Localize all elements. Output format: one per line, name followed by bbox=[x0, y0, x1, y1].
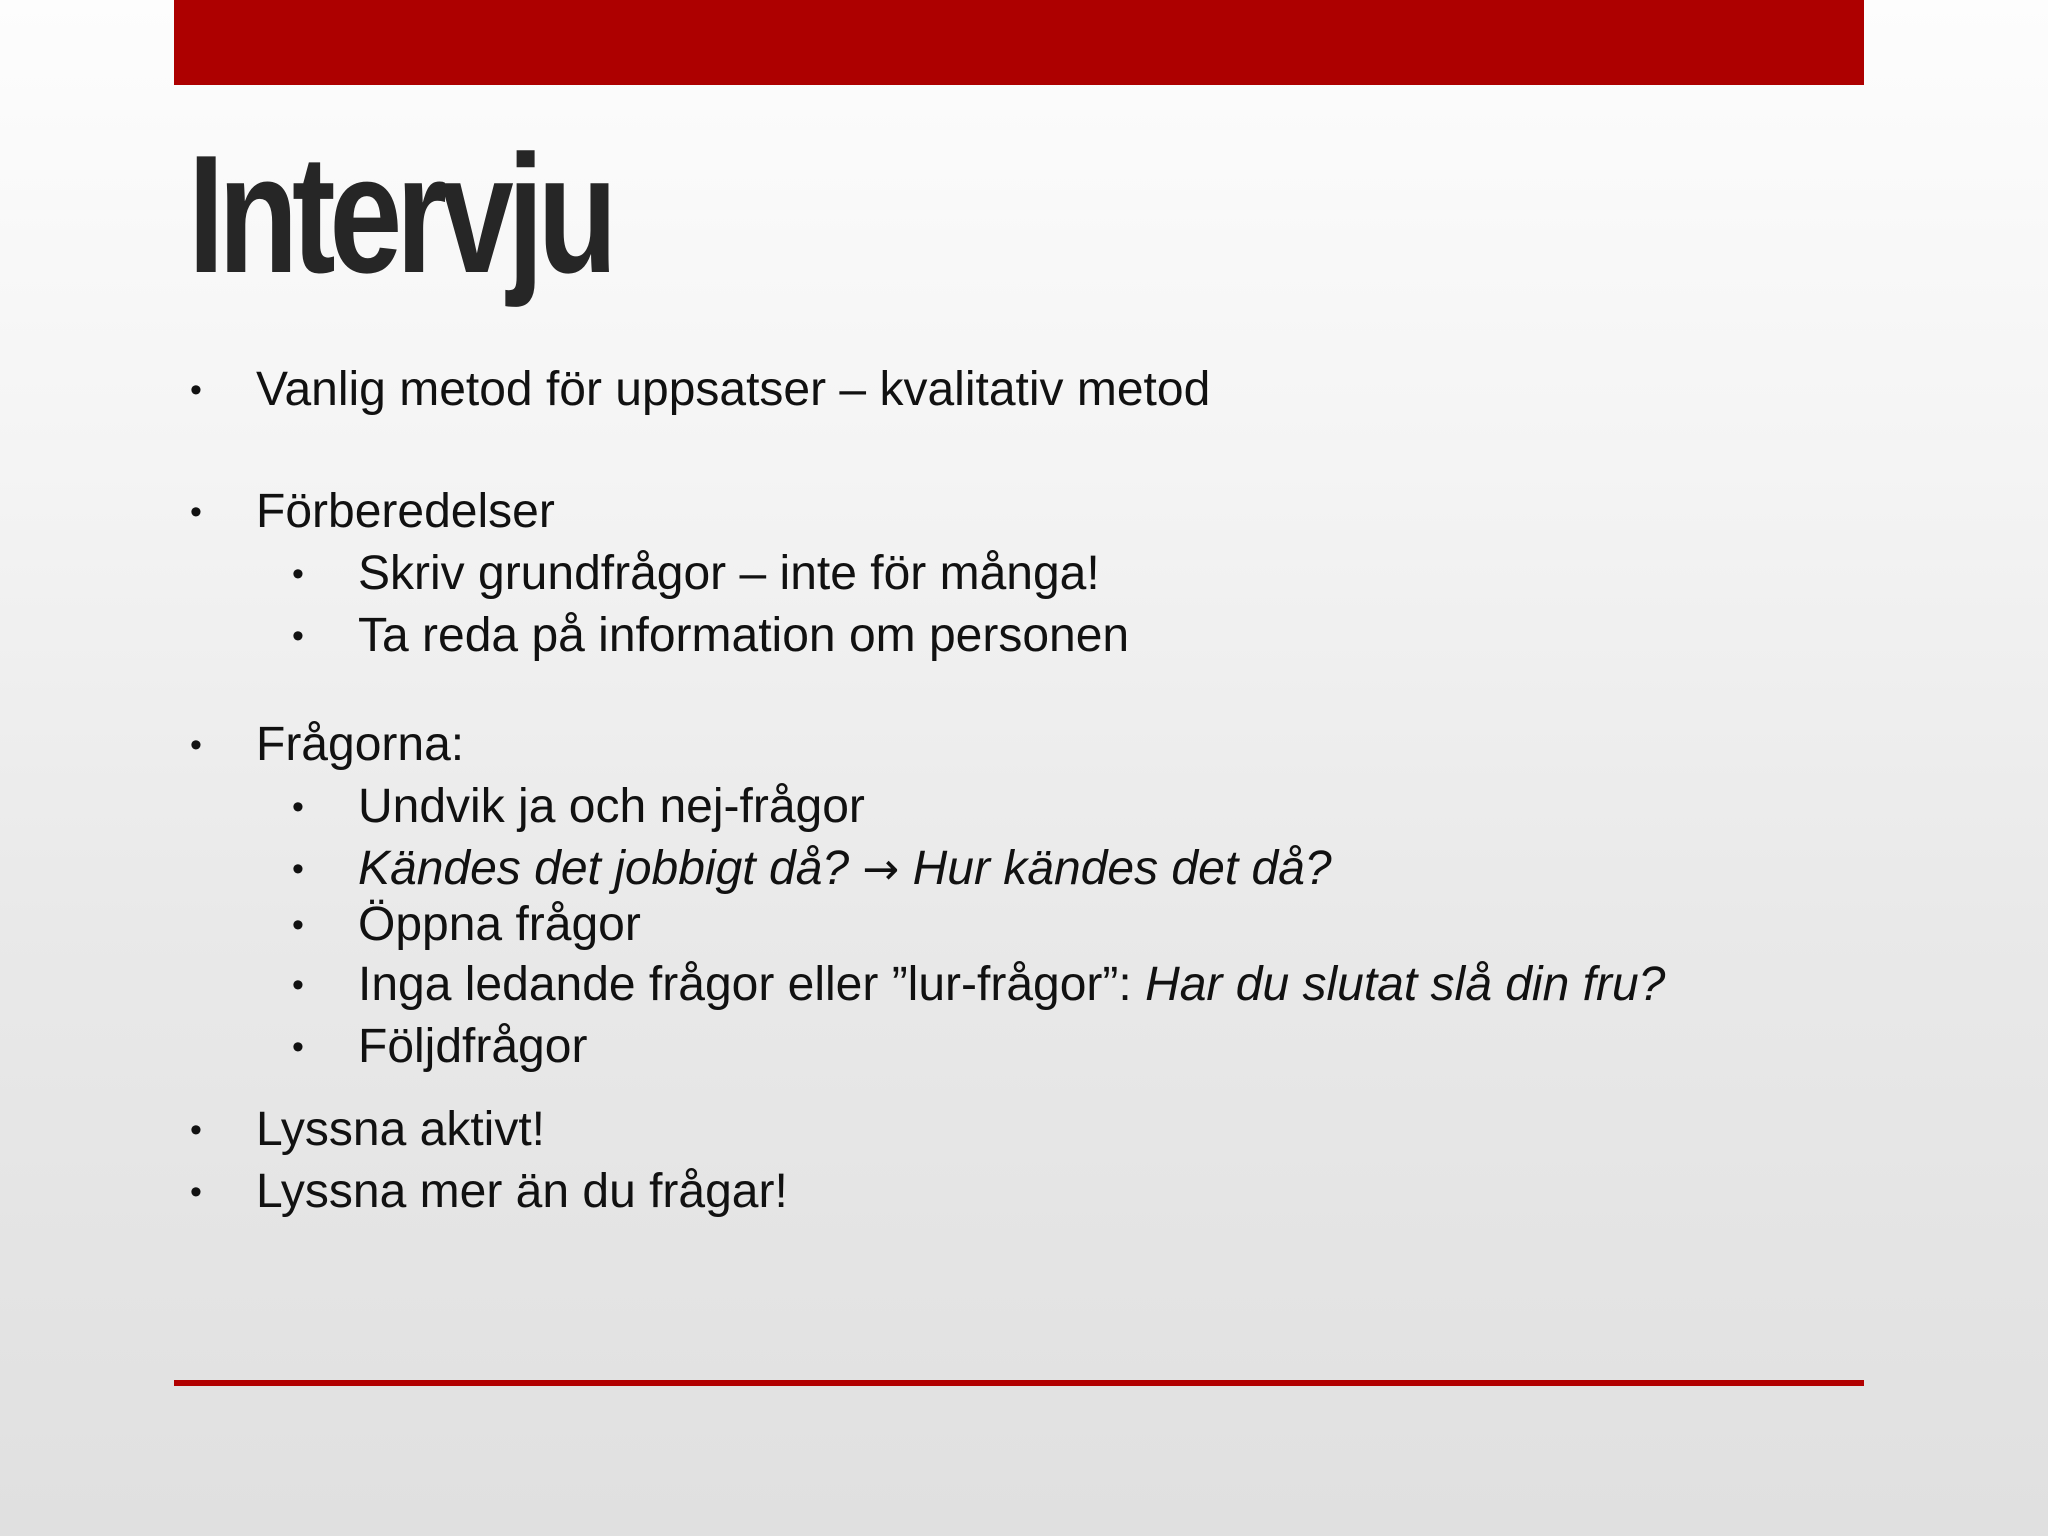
bullet-text: Följdfrågor bbox=[358, 1020, 588, 1073]
bullet-dot: • bbox=[292, 555, 304, 593]
bullet-text-main: Inga ledande frågor eller ”lur-frågor”: bbox=[358, 958, 1132, 1011]
bullet-text bbox=[358, 841, 1332, 898]
bullet-text: Lyssna aktivt! bbox=[256, 1103, 546, 1156]
bullet-text: Undvik ja och nej-frågor bbox=[358, 780, 865, 833]
bullet-dot: • bbox=[292, 617, 304, 655]
bullet-dot: • bbox=[190, 1173, 202, 1211]
bullet-dot: • bbox=[292, 906, 304, 944]
bullet-dot: • bbox=[190, 1111, 202, 1149]
arrow-right-icon: → bbox=[862, 844, 900, 895]
bottom-divider-line bbox=[174, 1380, 1864, 1386]
bullet-text: Förberedelser bbox=[256, 485, 555, 538]
bullet-text bbox=[358, 957, 1665, 1013]
example-question-leading: Har du slutat slå din fru? bbox=[1145, 958, 1666, 1011]
bullet-text: Öppna frågor bbox=[358, 898, 641, 951]
bullet-text: Ta reda på information om personen bbox=[358, 609, 1130, 662]
bullet-dot: • bbox=[292, 788, 304, 826]
bullet-dot: • bbox=[190, 371, 202, 409]
bullet-dot: • bbox=[190, 493, 202, 531]
bullet-dot: • bbox=[292, 850, 304, 888]
bullet-dot: • bbox=[190, 726, 202, 764]
top-accent-bar bbox=[174, 0, 1864, 85]
bullet-text: Frågorna: bbox=[256, 718, 465, 771]
bullet-text: Skriv grundfrågor – inte för många! bbox=[358, 547, 1100, 600]
bullet-dot: • bbox=[292, 1028, 304, 1066]
slide-title: Intervju bbox=[188, 120, 612, 308]
example-question-open: Hur kändes det då? bbox=[912, 842, 1332, 895]
example-question-closed: Kändes det jobbigt då? bbox=[358, 842, 850, 895]
bullet-dot: • bbox=[292, 966, 304, 1004]
bullet-text: Vanlig metod för uppsatser – kvalitativ metod bbox=[256, 363, 1211, 416]
bullet-text: Lyssna mer än du frågar! bbox=[256, 1165, 788, 1218]
